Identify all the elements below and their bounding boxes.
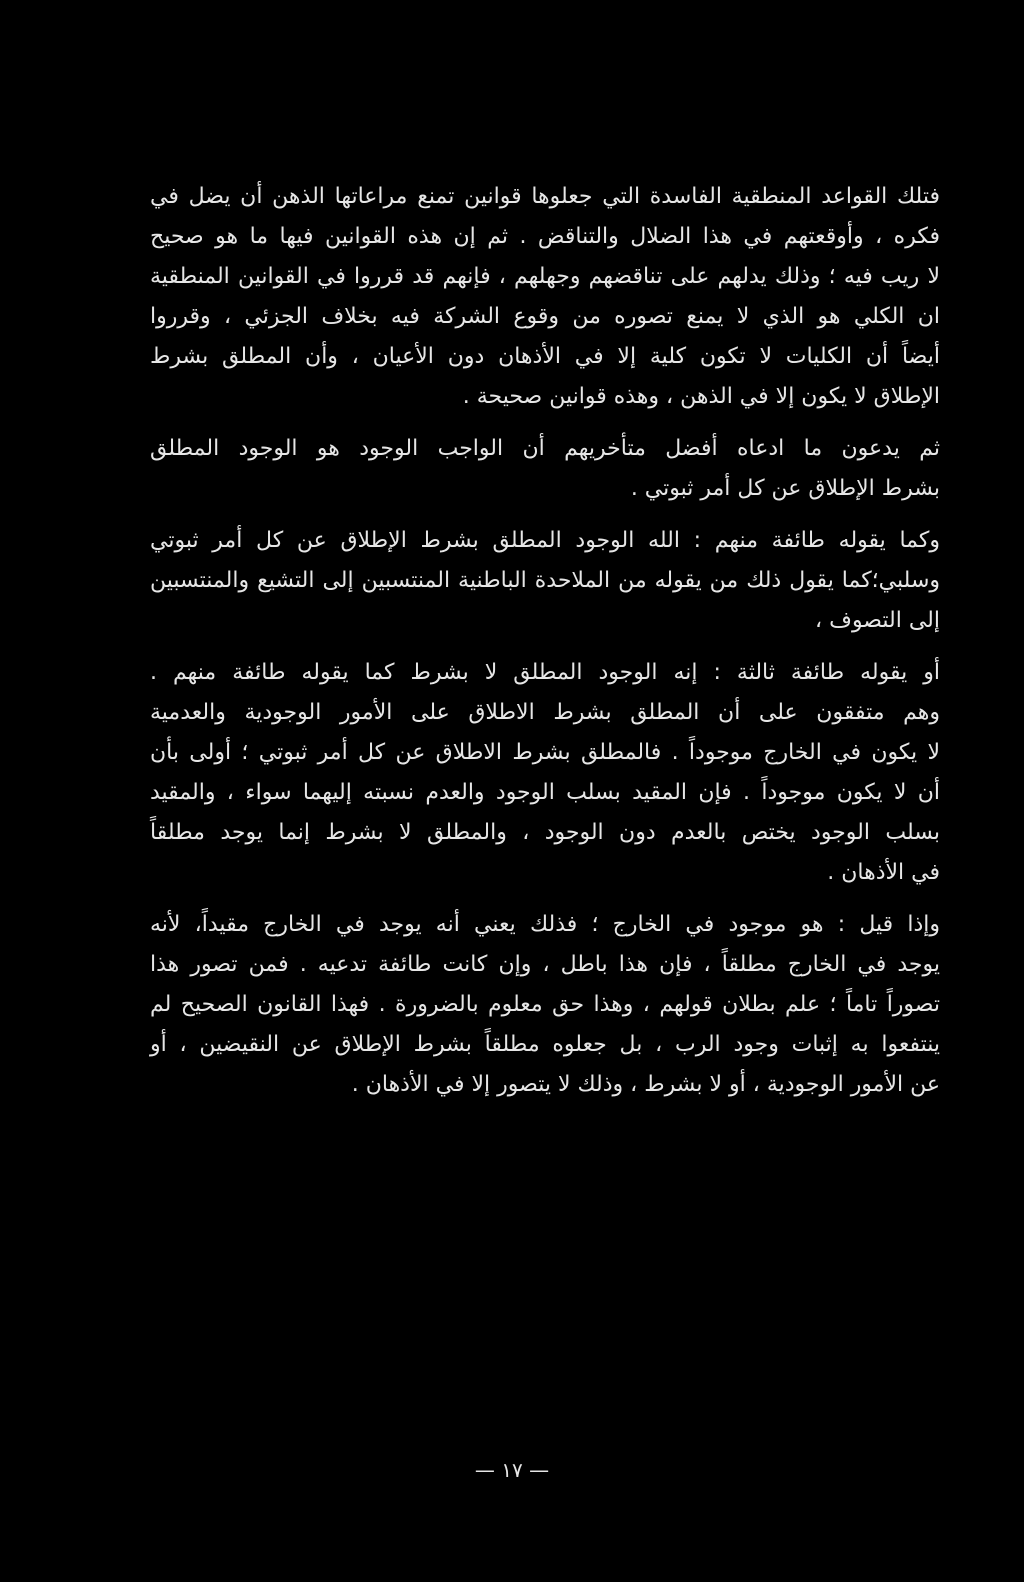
text-line: ثم يدعون ما ادعاه أفضل متأخريهم أن الواجب الوجود هو الوجود المطلق <box>150 436 940 461</box>
page-number: — ١٧ — <box>474 1458 550 1482</box>
paragraph-2 <box>150 430 940 510</box>
text-line: أيضاً أن الكليات لا تكون كلية إلا في الأذهان دون الأعيان ، وأن المطلق بشرط <box>150 344 940 369</box>
text-line: عن الأمور الوجودية ، أو لا بشرط ، وذلك لا يتصور إلا في الأذهان . <box>351 1072 940 1097</box>
page-body <box>150 178 940 1118</box>
text-line: تصوراً تاماً ؛ علم بطلان قولهم ، وهذا حق معلوم بالضرورة . فهذا القانون الصحيح لم <box>150 992 940 1017</box>
text-line: بشرط الإطلاق عن كل أمر ثبوتي . <box>630 476 940 501</box>
paragraph-5 <box>150 906 940 1106</box>
text-line: وسلبي؛كما يقول ذلك من يقوله من الملاحدة الباطنية المنتسبين إلى التشيع والمنتسبين <box>150 568 940 593</box>
text-line: أو يقوله طائفة ثالثة : إنه الوجود المطلق لا بشرط كما يقوله طائفة منهم . <box>150 660 940 685</box>
text-line: ينتفعوا به إثبات وجود الرب ، بل جعلوه مطلقاً بشرط الإطلاق عن النقيضين ، أو <box>150 1032 940 1057</box>
text-line: فتلك القواعد المنطقية الفاسدة التي جعلوها قوانين تمنع مراعاتها الذهن أن يضل في <box>150 184 940 209</box>
text-line: أن لا يكون موجوداً . فإن المقيد بسلب الوجود والعدم نسبته إليهما سواء ، والمقيد <box>150 780 940 805</box>
text-line: لا ريب فيه ؛ وذلك يدلهم على تناقضهم وجهلهم ، فإنهم قد قرروا في القوانين المنطقية <box>150 264 940 289</box>
paragraph-4 <box>150 654 940 894</box>
text-line: وكما يقوله طائفة منهم : الله الوجود المطلق بشرط الإطلاق عن كل أمر ثبوتي <box>150 528 940 553</box>
text-line: ان الكلي هو الذي لا يمنع تصوره من وقوع الشركة فيه بخلاف الجزئي ، وقرروا <box>150 304 940 329</box>
text-line: بسلب الوجود يختص بالعدم دون الوجود ، والمطلق لا بشرط إنما يوجد مطلقاً <box>150 820 940 845</box>
text-line: الإطلاق لا يكون إلا في الذهن ، وهذه قوانين صحيحة . <box>462 384 940 409</box>
text-line: لا يكون في الخارج موجوداً . فالمطلق بشرط الاطلاق عن كل أمر ثبوتي ؛ أولى بأن <box>150 740 940 765</box>
text-line: في الأذهان . <box>827 860 940 885</box>
text-line: فكره ، وأوقعتهم في هذا الضلال والتناقض . ثم إن هذه القوانين فيها ما هو صحيح <box>150 224 940 249</box>
text-line: وإذا قيل : هو موجود في الخارج ؛ فذلك يعني أنه يوجد في الخارج مقيداً، لأنه <box>150 912 940 937</box>
text-line: يوجد في الخارج مطلقاً ، فإن هذا باطل ، وإن كانت طائفة تدعيه . فمن تصور هذا <box>150 952 940 977</box>
paragraph-3 <box>150 522 940 642</box>
text-line: وهم متفقون على أن المطلق بشرط الاطلاق على الأمور الوجودية والعدمية <box>150 700 940 725</box>
text-line: إلى التصوف ، <box>815 608 940 633</box>
paragraph-1 <box>150 178 940 418</box>
